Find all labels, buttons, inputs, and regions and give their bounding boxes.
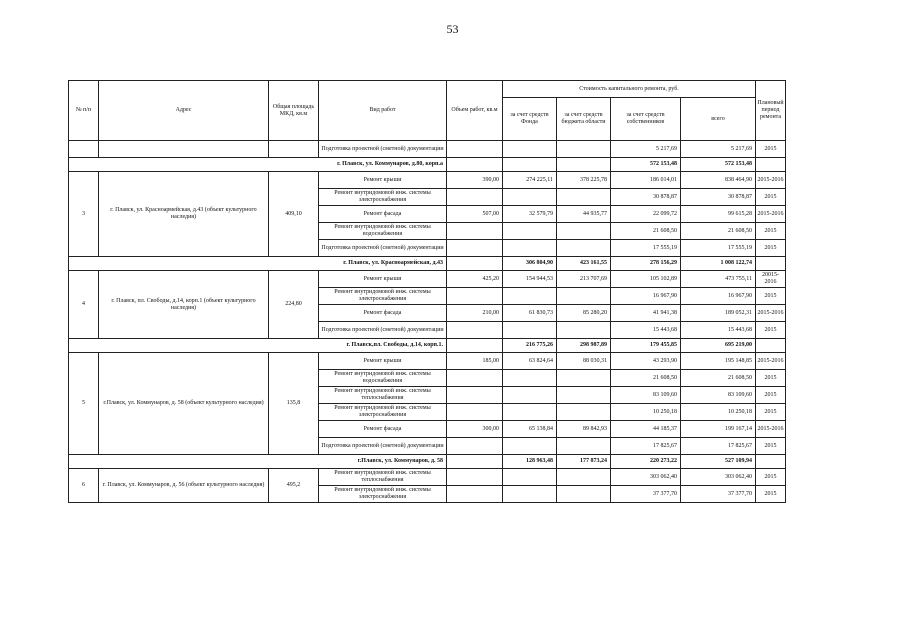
budget-cell — [557, 370, 611, 387]
table-row — [69, 271, 786, 288]
owners-cell: 44 185,37 — [611, 421, 681, 438]
subtotal-label: г. Плавск, ул. Красноармейская, д.43 — [69, 257, 447, 271]
budget-cell — [557, 469, 611, 486]
header-cost-group: Стоимость капитального ремонта, руб. — [503, 81, 756, 98]
period-cell: 2015 — [756, 387, 786, 404]
empty-cell — [756, 339, 786, 353]
fund-cell — [503, 240, 557, 257]
table-row — [69, 141, 786, 158]
total-cell: 572 153,48 — [681, 158, 756, 172]
owners-cell: 21 608,50 — [611, 223, 681, 240]
owners-cell: 179 455,85 — [611, 339, 681, 353]
total-cell: 21 608,50 — [681, 223, 756, 240]
period-cell: 2015 — [756, 370, 786, 387]
fund-cell — [503, 322, 557, 339]
owners-cell: 15 443,68 — [611, 322, 681, 339]
volume-cell — [447, 438, 503, 455]
work-cell: Ремонт внутридомовой инж. системы электроснабжения — [319, 189, 447, 206]
owners-cell: 17 555,19 — [611, 240, 681, 257]
area-cell: 409,10 — [269, 172, 319, 257]
row-number: 3 — [69, 172, 99, 257]
owners-cell: 220 273,22 — [611, 455, 681, 469]
budget-cell: 88 030,31 — [557, 353, 611, 370]
empty-cell — [756, 455, 786, 469]
subtotal-label: г. Плавск,пл. Свободы, д.14, корп.1. — [69, 339, 447, 353]
budget-cell: 423 161,55 — [557, 257, 611, 271]
address-cell: г. Плавск, пл. Свободы, д.14, корп.1 (объект культурного наследия) — [99, 271, 269, 339]
header-total: всего — [681, 98, 756, 141]
header-work: Вид работ — [319, 81, 447, 141]
total-cell: 16 967,90 — [681, 288, 756, 305]
subtotal-label: г.Плавск, ул. Коммунаров, д. 58 — [69, 455, 447, 469]
total-cell: 83 109,60 — [681, 387, 756, 404]
volume-cell: 300,00 — [447, 421, 503, 438]
empty-cell — [447, 339, 503, 353]
table-row — [69, 353, 786, 370]
volume-cell — [447, 223, 503, 240]
work-cell: Ремонт фасада — [319, 206, 447, 223]
fund-cell — [503, 404, 557, 421]
fund-cell: 154 944,53 — [503, 271, 557, 288]
budget-cell — [557, 387, 611, 404]
total-cell: 30 878,87 — [681, 189, 756, 206]
total-cell: 527 109,94 — [681, 455, 756, 469]
work-cell: Ремонт фасада — [319, 421, 447, 438]
volume-cell — [447, 288, 503, 305]
volume-cell — [447, 404, 503, 421]
owners-cell: 278 156,29 — [611, 257, 681, 271]
period-cell: 2015-2016 — [756, 305, 786, 322]
total-cell: 695 219,00 — [681, 339, 756, 353]
budget-cell: 298 987,89 — [557, 339, 611, 353]
owners-cell: 21 608,50 — [611, 370, 681, 387]
subtotal-row — [69, 455, 786, 469]
work-cell: Ремонт внутридомовой инж. системы теплоснабжения — [319, 387, 447, 404]
volume-cell — [447, 469, 503, 486]
budget-cell — [557, 438, 611, 455]
budget-cell: 89 842,93 — [557, 421, 611, 438]
total-cell: 189 052,31 — [681, 305, 756, 322]
total-cell: 838 464,90 — [681, 172, 756, 189]
header-volume: Объем работ, кв.м — [447, 81, 503, 141]
row-number: 4 — [69, 271, 99, 339]
period-cell: 2015 — [756, 438, 786, 455]
area-cell: 495,2 — [269, 469, 319, 503]
budget-cell — [557, 189, 611, 206]
fund-cell: 63 824,64 — [503, 353, 557, 370]
subtotal-row — [69, 339, 786, 353]
volume-cell: 210,00 — [447, 305, 503, 322]
total-cell: 303 062,40 — [681, 469, 756, 486]
owners-cell: 572 153,48 — [611, 158, 681, 172]
period-cell: 2015 — [756, 189, 786, 206]
budget-cell — [557, 223, 611, 240]
owners-cell: 41 941,38 — [611, 305, 681, 322]
budget-cell: 213 707,69 — [557, 271, 611, 288]
volume-cell: 425,20 — [447, 271, 503, 288]
fund-cell: 65 138,84 — [503, 421, 557, 438]
work-cell: Ремонт внутридомовой инж. системы электроснабжения — [319, 404, 447, 421]
budget-cell: 378 225,78 — [557, 172, 611, 189]
header-budget: за счет средств бюджета области — [557, 98, 611, 141]
fund-cell — [503, 288, 557, 305]
period-cell: 2015 — [756, 240, 786, 257]
row-number: 5 — [69, 353, 99, 455]
period-cell: 2015 — [756, 141, 786, 158]
total-cell: 15 443,68 — [681, 322, 756, 339]
fund-cell — [503, 370, 557, 387]
header-address: Адрес — [99, 81, 269, 141]
header-fund: за счет средств Фонда — [503, 98, 557, 141]
volume-cell: 390,00 — [447, 172, 503, 189]
fund-cell — [503, 387, 557, 404]
owners-cell: 30 878,87 — [611, 189, 681, 206]
owners-cell: 83 109,60 — [611, 387, 681, 404]
total-cell: 17 825,67 — [681, 438, 756, 455]
budget-cell — [557, 240, 611, 257]
period-cell: 2015-2016 — [756, 421, 786, 438]
work-cell: Подготовка проектной (сметной) документации — [319, 438, 447, 455]
table-row — [69, 172, 786, 189]
period-cell: 20015-2016 — [756, 271, 786, 288]
period-cell: 2015-2016 — [756, 172, 786, 189]
work-cell: Ремонт внутридомовой инж. системы электроснабжения — [319, 288, 447, 305]
total-cell: 37 377,70 — [681, 486, 756, 503]
budget-cell — [557, 288, 611, 305]
period-cell: 2015 — [756, 404, 786, 421]
work-cell: Ремонт крыши — [319, 172, 447, 189]
total-cell: 5 217,69 — [681, 141, 756, 158]
period-cell: 2015 — [756, 288, 786, 305]
work-cell: Подготовка проектной (сметной) документации — [319, 141, 447, 158]
address-cell: г. Плавск, ул. Красноармейская, д.43 (объект культурного наследия) — [99, 172, 269, 257]
owners-cell: 16 967,90 — [611, 288, 681, 305]
work-cell: Ремонт внутридомовой инж. системы теплоснабжения — [319, 469, 447, 486]
address-cell: г. Плавск, ул. Коммунаров, д. 56 (объект культурного наследия) — [99, 469, 269, 503]
owners-cell: 105 102,89 — [611, 271, 681, 288]
owners-cell: 10 250,18 — [611, 404, 681, 421]
volume-cell — [447, 322, 503, 339]
budget-cell — [557, 486, 611, 503]
subtotal-row — [69, 257, 786, 271]
owners-cell: 22 099,72 — [611, 206, 681, 223]
work-cell: Ремонт крыши — [319, 353, 447, 370]
owners-cell: 5 217,69 — [611, 141, 681, 158]
work-cell: Подготовка проектной (сметной) документации — [319, 240, 447, 257]
volume-cell — [447, 387, 503, 404]
total-cell: 10 250,18 — [681, 404, 756, 421]
work-cell: Ремонт фасада — [319, 305, 447, 322]
total-cell: 17 555,19 — [681, 240, 756, 257]
fund-cell: 274 225,11 — [503, 172, 557, 189]
budget-cell: 44 935,77 — [557, 206, 611, 223]
page-number: 53 — [446, 22, 459, 36]
work-cell: Ремонт внутридомовой инж. системы электроснабжения — [319, 486, 447, 503]
volume-cell — [447, 240, 503, 257]
owners-cell: 303 062,40 — [611, 469, 681, 486]
total-cell: 1 008 122,74 — [681, 257, 756, 271]
subtotal-row — [69, 158, 786, 172]
header-num: № п/п — [69, 81, 99, 141]
volume-cell — [447, 370, 503, 387]
period-cell: 2015 — [756, 486, 786, 503]
subtotal-label: г. Плавск, ул. Коммунаров, д.80, корп.а — [69, 158, 447, 172]
owners-cell: 17 825,67 — [611, 438, 681, 455]
work-cell: Ремонт внутридомовой инж. системы водоснабжения — [319, 223, 447, 240]
header-period: Плановый период ремонта — [756, 81, 786, 141]
fund-cell: 306 804,90 — [503, 257, 557, 271]
fund-cell: 32 579,79 — [503, 206, 557, 223]
total-cell: 21 608,50 — [681, 370, 756, 387]
total-cell: 195 148,85 — [681, 353, 756, 370]
empty-cell — [447, 257, 503, 271]
fund-cell: 61 830,73 — [503, 305, 557, 322]
fund-cell: 128 963,48 — [503, 455, 557, 469]
table-row — [69, 469, 786, 486]
volume-cell: 507,00 — [447, 206, 503, 223]
budget-cell — [557, 404, 611, 421]
owners-cell: 43 293,90 — [611, 353, 681, 370]
empty-cell — [756, 257, 786, 271]
period-cell: 2015 — [756, 223, 786, 240]
row-number: 6 — [69, 469, 99, 503]
address-cell: г.Плавск, ул. Коммунаров, д. 58 (объект культурного наследия) — [99, 353, 269, 455]
work-cell: Подготовка проектной (сметной) документации — [319, 322, 447, 339]
period-cell: 2015-2016 — [756, 353, 786, 370]
fund-cell — [503, 469, 557, 486]
total-cell: 473 755,11 — [681, 271, 756, 288]
volume-cell — [447, 189, 503, 206]
total-cell: 99 615,28 — [681, 206, 756, 223]
empty-cell — [447, 455, 503, 469]
owners-cell: 186 014,01 — [611, 172, 681, 189]
budget-cell — [557, 322, 611, 339]
work-cell: Ремонт крыши — [319, 271, 447, 288]
fund-cell — [503, 189, 557, 206]
owners-cell: 37 377,70 — [611, 486, 681, 503]
work-cell: Ремонт внутридомовой инж. системы водоснабжения — [319, 370, 447, 387]
volume-cell: 185,00 — [447, 353, 503, 370]
period-cell: 2015-2016 — [756, 206, 786, 223]
period-cell: 2015 — [756, 322, 786, 339]
fund-cell — [503, 438, 557, 455]
area-cell: 224,80 — [269, 271, 319, 339]
header-owners: за счет средств собственников — [611, 98, 681, 141]
budget-cell: 177 873,24 — [557, 455, 611, 469]
period-cell: 2015 — [756, 469, 786, 486]
volume-cell — [447, 486, 503, 503]
fund-cell — [503, 223, 557, 240]
repair-cost-table — [68, 80, 786, 503]
budget-cell: 85 280,20 — [557, 305, 611, 322]
fund-cell: 216 775,26 — [503, 339, 557, 353]
total-cell: 199 167,14 — [681, 421, 756, 438]
fund-cell — [503, 486, 557, 503]
area-cell: 135,8 — [269, 353, 319, 455]
header-area: Общая площадь МКД, кв.м — [269, 81, 319, 141]
